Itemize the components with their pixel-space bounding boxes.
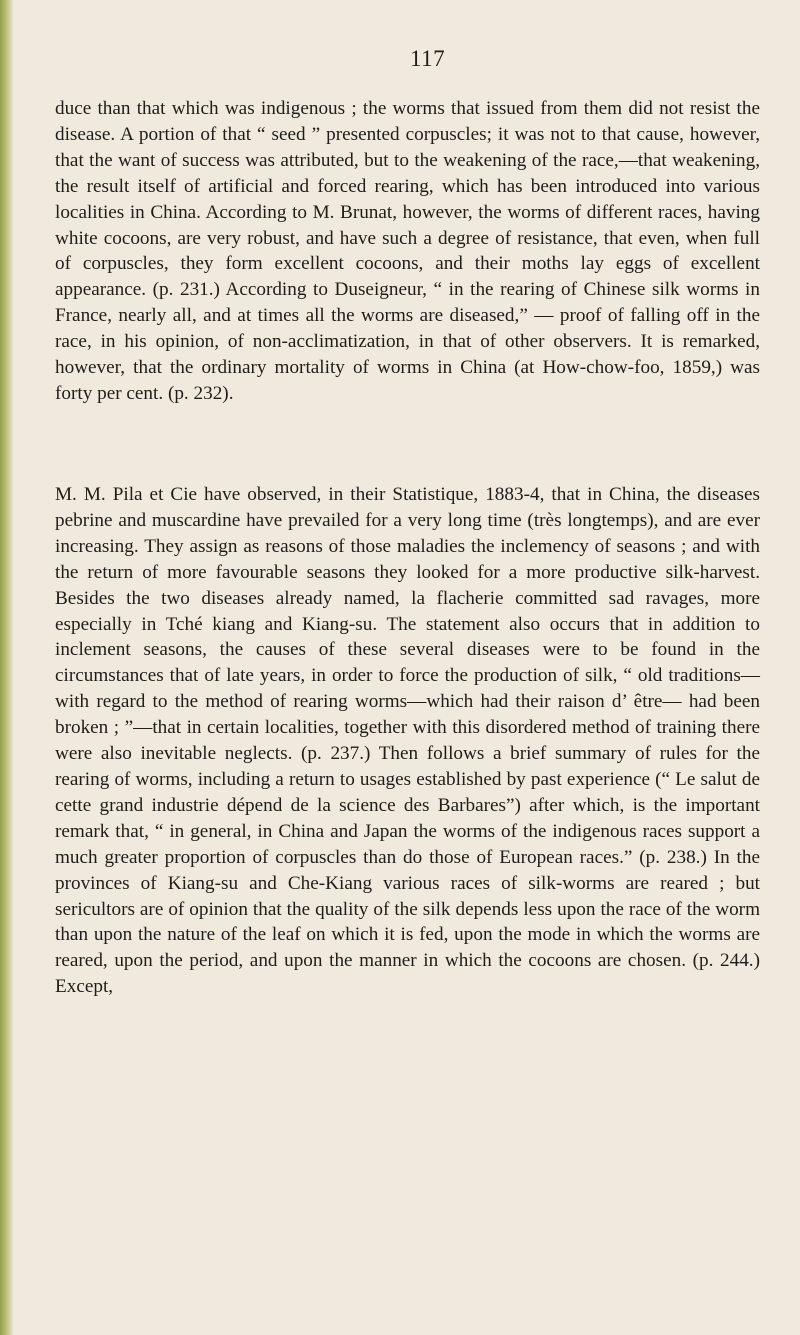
page-binding-edge	[0, 0, 14, 1335]
paragraph-2: M. M. Pila et Cie have observed, in their Statistique, 1883-4, that in China, the diseases pebrine and muscardine have prevailed for a very long time (très longtemps), and are ever increasing. They assign as reasons of those maladies the inclemency of seasons ; and with the return of more favourable seasons they looked for a more productive silk-harvest. Besides the two diseases already named, la flacherie committed sad ravages, more especially in Tché kiang and Kiang-su. The statement also occurs that in addition to inclement seasons, the causes of these several diseases were to be found in the circumstances that of late years, in order to force the production of silk, “ old traditions—with regard to the method of rearing worms—which had their raison d’ être— had been broken ; ”—that in certain localities, together with this disordered method of training there were also inevitable neglects. (p. 237.) Then follows a brief summary of rules for the rearing of worms, including a return to usages established by past experience (“ Le salut de cette grand industrie dépend de la science des Barbares”) after which, is the important remark that, “ in general, in China and Japan the worms of the indigenous races support a much greater proportion of corpuscles than do those of European races.” (p. 238.) In the provinces of Kiang-su and Che-Kiang various races of silk-worms are reared ; but sericultors are of opinion that the quality of the silk depends less upon the race of the worm than upon the nature of the leaf on which it is fed, upon the mode in which the worms are reared, upon the period, and upon the manner in which the cocoons are chosen. (p. 244.) Except,	[55, 484, 760, 998]
paragraph-1: duce than that which was indigenous ; the worms that issued from them did not resist the disease. A portion of that “ seed ” presented corpuscles; it was not to that cause, however, that the want of success was attributed, but to the weakening of the race,—that weakening, the result itself of artificial and forced rearing, which has been introduced into various localities in China. According to M. Brunat, however, the worms of different races, having white cocoons, are very robust, and have such a degree of resistance, that even, when full of corpuscles, they form excellent cocoons, and their moths lay eggs of excellent appearance. (p. 231.) According to Duseigneur, “ in the rearing of Chinese silk worms in France, nearly all, and at times all the worms are diseased,” — proof of falling off in the race, in his opinion, of non-acclimatization, in that of other observers. It is remarked, however, that the ordinary mortality of worms in China (at How-chow-foo, 1859,) was forty per cent. (p. 232).	[55, 98, 760, 404]
page-number: 117	[410, 46, 446, 71]
